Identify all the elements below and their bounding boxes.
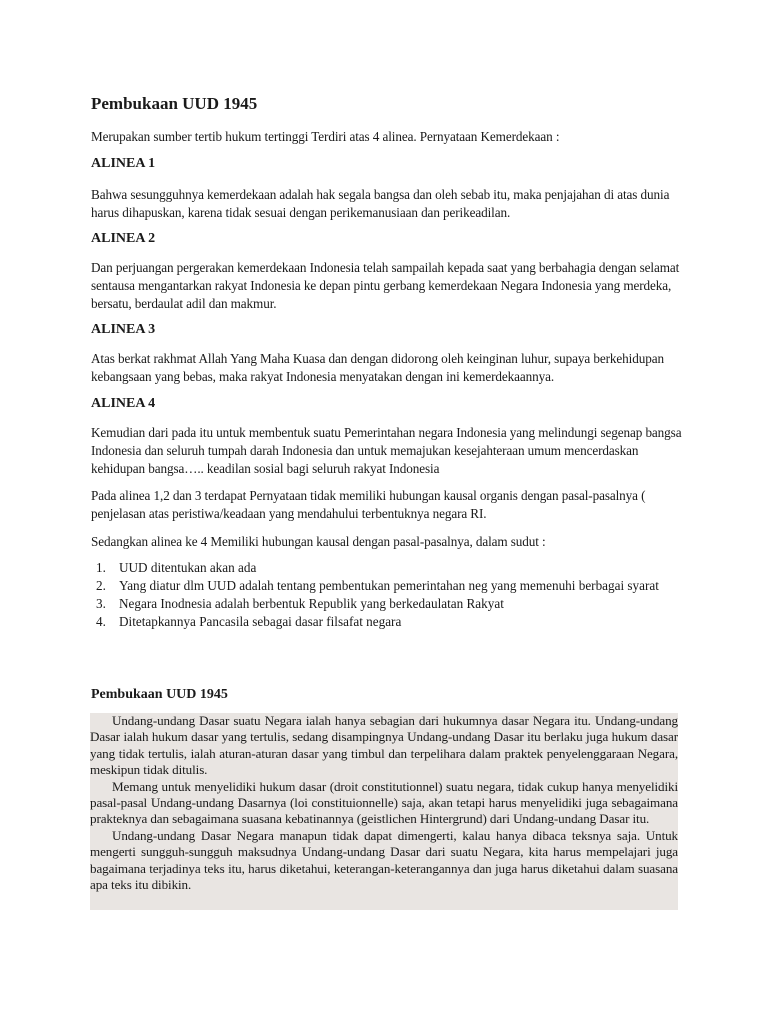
alinea-2-heading: ALINEA 2 — [91, 231, 156, 246]
list-item-text: Ditetapkannya Pancasila sebagai dasar filsafat negara — [119, 614, 402, 629]
list-item — [91, 559, 691, 577]
list-item-text: Negara Inodnesia adalah berbentuk Republik yang berkedaulatan Rakyat — [119, 596, 504, 611]
alinea-3-text: Atas berkat rakhmat Allah Yang Maha Kuasa dan dengan didorong oleh keinginan luhur, supaya berkehidupan kebangsaan yang bebas, maka rakyat Indonesia menyatakan dengan ini kemerdekaannya. — [91, 351, 664, 384]
intro-paragraph: Merupakan sumber tertib hukum tertinggi Terdiri atas 4 alinea. Pernyataan Kemerdekaan : — [91, 129, 560, 144]
list-item — [91, 577, 691, 595]
list-item — [91, 613, 691, 631]
list-item-text: Yang diatur dlm UUD adalah tentang pembentukan pemerintahan neg yang memenuhi berbagai syarat — [119, 578, 659, 593]
list-item-number: 4. — [96, 614, 106, 629]
alinea-4-paragraph: Sedangkan alinea ke 4 Memiliki hubungan kausal dengan pasal-pasalnya, dalam sudut : — [91, 534, 546, 549]
causal-list — [91, 559, 691, 631]
list-item-text: UUD ditentukan akan ada — [119, 560, 257, 575]
box-paragraph-2: Memang untuk menyelidiki hukum dasar (droit constitutionnel) suatu negara, tidak cukup hanya menyelidiki pasal-pasal Undang-undang Dasarnya (loi constituionnelle) saja, akan tetapi harus menyelidiki juga sebagaimana prakteknya dan sebagaimana suasana kebatinannya (geistlichen Hintergrund) dari Undang-undang Dasar itu. — [90, 778, 678, 827]
alinea-1-heading: ALINEA 1 — [91, 156, 156, 171]
list-item-number: 3. — [96, 596, 106, 611]
alinea-4-heading: ALINEA 4 — [91, 396, 156, 411]
list-item — [91, 595, 691, 613]
shaded-text-box — [90, 713, 678, 910]
alinea-123-paragraph: Pada alinea 1,2 dan 3 terdapat Pernyataan tidak memiliki hubungan kausal organis dengan pasal-pasalnya ( penjelasan atas peristiwa/keadaan yang mendahului terbentuknya negara RI. — [91, 488, 646, 521]
alinea-2-text: Dan perjuangan pergerakan kemerdekaan Indonesia telah sampailah kepada saat yang berbahagia dengan selamat sentausa mengantarkan rakyat Indonesia ke depan pintu gerbang kemerdekaan Negara Indonesia yang merdeka, bersatu, berdaulat adil dan makmur. — [91, 260, 680, 311]
alinea-4-text: Kemudian dari pada itu untuk membentuk suatu Pemerintahan negara Indonesia yang melindungi segenap bangsa Indonesia dan seluruh tumpah darah Indonesia dan untuk memajukan kesejahteraan umum mencerdaskan kehidupan bangsa….. keadilan sosial bagi seluruh rakyat Indonesia — [91, 425, 682, 476]
list-item-number: 2. — [96, 578, 106, 593]
box-paragraph-3: Undang-undang Dasar Negara manapun tidak dapat dimengerti, kalau hanya dibaca teksnya saja. Untuk mengerti sungguh-sungguh maksudnya Undang-undang Dasar dari suatu Negara, kita harus mempelajari juga bagaimana terjadinya teks itu, harus diketahui, keterangan-keterangannya dan juga harus diketahui dalam suasana apa teks itu dibikin. — [90, 827, 678, 893]
list-item-number: 1. — [96, 560, 106, 575]
box-paragraph-1: Undang-undang Dasar suatu Negara ialah hanya sebagian dari hukumnya dasar Negara itu. Undang-undang Dasar ialah hukum dasar yang tertulis, sedang disampingnya Undang-undang Dasar itu berlaku juga hukum dasar yang tidak tertulis, ialah aturan-aturan dasar yang timbul dan terpelihara dalam praktek penyelenggaraan Negara, meskipun tidak ditulis. — [90, 713, 678, 778]
section-2-title: Pembukaan UUD 1945 — [91, 687, 228, 702]
alinea-1-text: Bahwa sesungguhnya kemerdekaan adalah hak segala bangsa dan oleh sebab itu, maka penjajahan di atas dunia harus dihapuskan, karena tidak sesuai dengan perikemanusiaan dan perikeadilan. — [91, 187, 670, 220]
alinea-3-heading: ALINEA 3 — [91, 322, 156, 337]
page-title: Pembukaan UUD 1945 — [91, 94, 258, 113]
